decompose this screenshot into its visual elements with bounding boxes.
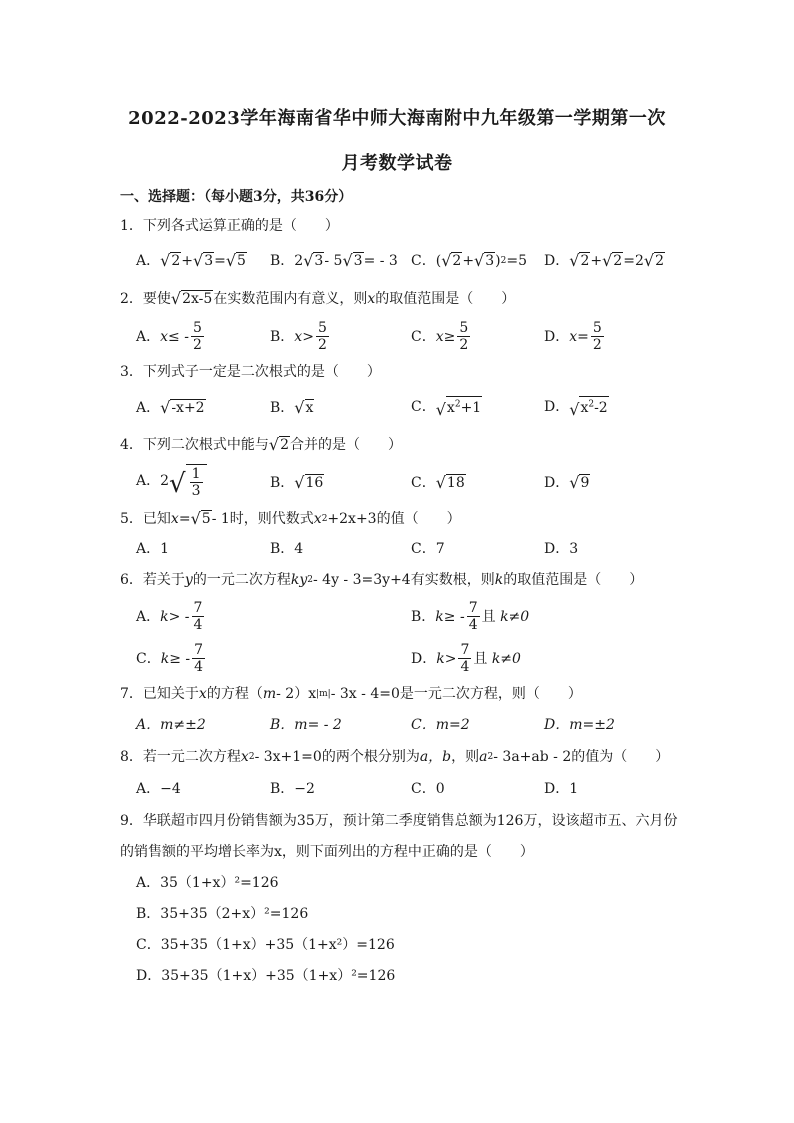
q7-option-b: B．m= - 2 [270, 717, 342, 733]
q5-root-value: 5 [201, 511, 211, 527]
q1-b-mid: - 5 [324, 252, 343, 269]
q2-c-den: 2 [459, 337, 469, 353]
q4-a-label: A． [136, 473, 161, 489]
q1-d-root3-value: 2 [655, 253, 664, 269]
q7-pre: 7．已知关于 [120, 686, 199, 702]
q6-y: y [184, 572, 193, 588]
q5-expr-tail: +2x+3的值（ ） [327, 510, 461, 527]
q2-b-fraction [316, 320, 329, 353]
q3-c-base: x [446, 400, 455, 416]
q3-c-exp: 2 [454, 399, 461, 410]
question-5-stem: 5．已知 x = √ 5 - 1时，则代数式 x 2 +2x+3的值（ ） [120, 509, 461, 528]
q5-option-c: C．7 [411, 541, 445, 557]
q2-b-rel: x> [294, 328, 314, 345]
q4-a-num: 1 [191, 466, 201, 482]
q2-var: x [367, 290, 376, 307]
q5-post: - 1时，则代数式 [211, 510, 314, 527]
q4-a-fraction [190, 466, 203, 499]
q6-b-fraction [467, 600, 480, 633]
q6-a-fraction [192, 600, 205, 633]
q6-a-label: A． [136, 608, 161, 625]
q6-stem-a: 6．若关于 [120, 572, 185, 588]
q1-option-b [270, 251, 398, 270]
q6-b-tail: 且 [481, 608, 496, 625]
q2-c-num: 5 [459, 320, 469, 336]
section-heading: 一、选择题：（每小题3分，共36分） [120, 189, 353, 205]
q2-b-den: 2 [317, 337, 327, 353]
q3-c-root-content [446, 396, 482, 419]
q7-x: x [198, 686, 207, 702]
q1-c-root2-value: 3 [485, 253, 495, 269]
q6-a-rel: k> - [160, 608, 190, 625]
q1-b-coef: 2 [294, 252, 304, 269]
q5-root: √ 5 [190, 509, 211, 528]
q1-d-root2: √ 2 [602, 251, 623, 270]
q1-b-root2-value: 3 [353, 253, 363, 269]
q1-a-root2: √ 3 [192, 251, 214, 270]
q3-option-d [544, 395, 609, 419]
q9-option-b: B．35+35（2+x）²=126 [136, 906, 309, 922]
q1-b-label: B． [270, 252, 295, 269]
q2-a-label: A． [136, 328, 161, 345]
q5-expr-x: x [313, 510, 322, 527]
q3-d-base: x [580, 400, 589, 416]
q4-option-c [411, 473, 466, 492]
q3-a-root-value: -x+2 [171, 400, 205, 416]
q9-option-a: A．35（1+x）²=126 [136, 875, 279, 891]
q6-d-k: k≠0 [491, 650, 521, 667]
q3-option-b [270, 398, 314, 417]
q8-ab: a，b [419, 749, 452, 765]
q2-a-rel: x≤ - [160, 328, 189, 345]
q9-option-c: C．35+35（1+x）+35（1+x²）=126 [136, 937, 395, 953]
q1-c-label: C． [411, 252, 436, 269]
q4-d-root: √ 9 [569, 473, 590, 492]
q2-tail: 的取值范围是（ ） [375, 290, 516, 307]
q4-a-den: 3 [191, 483, 201, 499]
q2-pre: 2．要使 [120, 290, 171, 307]
q4-a-coef: 2 [160, 473, 170, 489]
q6-option-a [136, 600, 206, 633]
q9-option-d: D．35+35（1+x）+35（1+x）²=126 [136, 968, 396, 984]
q2-option-c [411, 320, 472, 353]
q4-c-root-value: 18 [446, 475, 465, 491]
q8-mid: - 3x+1=0的两个根分别为 [254, 749, 420, 765]
q4-root-value: 2 [280, 437, 290, 453]
question-3-stem: 3．下列式子一定是二次根式的是（ ） [120, 364, 381, 380]
question-8-stem: 8．若一元二次方程 x 2 - 3x+1=0的两个根分别为 a，b ，则 a 2 - 3a+ab - 2的值为（ ） [120, 749, 670, 765]
q6-b-k: k≠0 [500, 608, 530, 625]
q1-a-root3: √ 5 [225, 251, 246, 270]
exam-title-line2: 月考数学试卷 [341, 153, 453, 174]
q1-b-root1: √ 3 [303, 251, 324, 270]
q5-option-a: A．1 [136, 541, 170, 557]
q1-d-root1-value: 2 [580, 253, 590, 269]
q6-option-b [411, 600, 529, 633]
q1-b-root1-value: 3 [314, 253, 324, 269]
q1-c-root1: √ 2 [441, 251, 462, 270]
q1-a-root3-value: 5 [237, 253, 246, 269]
q2-root-value: 2x-5 [182, 291, 213, 307]
q1-d-root3: √ 2 [643, 251, 664, 270]
q2-option-d [544, 320, 606, 353]
q1-c-root1-value: 2 [452, 253, 462, 269]
question-9-stem-line2: 的销售额的平均增长率为x，则下面列出的方程中正确的是（ ） [120, 844, 534, 860]
q6-d-tail: 且 [473, 650, 488, 667]
q7-mid2: - 2）x [276, 686, 317, 702]
q6-ky: y [299, 572, 308, 588]
q1-a-root1: √ 2 [160, 251, 181, 270]
q6-c-label: C． [136, 650, 161, 667]
q3-a-root: √ -x+2 [160, 398, 205, 417]
q4-option-b [270, 473, 324, 492]
q8-pre: 8．若一元二次方程 [120, 749, 241, 765]
question-4-stem [120, 435, 402, 454]
question-2-stem [120, 289, 515, 308]
q8-post: - 3a+ab - 2的值为（ ） [493, 749, 670, 765]
q2-d-num: 5 [592, 320, 602, 336]
q7-mid: 的方程（ [206, 686, 263, 702]
q4-b-root-value: 16 [305, 475, 324, 491]
q1-c-close: ) [495, 252, 501, 269]
q5-eq: = [178, 510, 191, 527]
q2-option-b [270, 320, 331, 353]
q1-a-plus: + [181, 252, 193, 269]
q4-pre: 4．下列二次根式中能与 [120, 436, 269, 453]
q1-option-c: C． ( √ 2 + √ 3 ) 2 =5 [411, 251, 528, 270]
q6-a-den: 4 [193, 617, 203, 633]
q2-c-label: C． [411, 328, 436, 345]
q6-b-den: 4 [468, 617, 478, 633]
q2-root: √ 2x-5 [170, 289, 213, 308]
q1-a-label: A． [136, 252, 161, 269]
q5-pre: 5．已知 [120, 510, 171, 527]
q1-option-d [544, 251, 665, 270]
q8-option-d: D．1 [544, 781, 579, 797]
q2-option-a [136, 320, 206, 353]
q6-k: k [290, 572, 300, 588]
q2-post: 在实数范围内有意义，则 [213, 290, 368, 307]
question-1-stem: 1．下列各式运算正确的是（ ） [120, 218, 339, 234]
q2-d-den: 2 [592, 337, 602, 353]
q8-option-b: B．−2 [270, 781, 315, 797]
q1-d-root2-value: 2 [613, 253, 623, 269]
q6-d-fraction [458, 642, 471, 675]
q1-c-open: ( [435, 252, 442, 269]
q6-b-num: 7 [468, 600, 478, 616]
q5-option-d: D．3 [544, 541, 579, 557]
q6-stem-c: - 4y - 3=3y+4有实数根，则 [312, 572, 495, 588]
q8-option-c: C．0 [411, 781, 445, 797]
q2-d-rel: x= [569, 328, 589, 345]
question-6-stem: 6．若关于 y 的一元二次方程 k y 2 - 4y - 3=3y+4有实数根，则 k 的取值范围是（ ） [120, 572, 644, 588]
q3-option-a [136, 398, 206, 417]
q1-c-plus: + [462, 252, 475, 269]
q4-a-root: √ $\frac{1}{3}$ [169, 463, 207, 499]
q2-c-fraction [457, 320, 470, 353]
q1-option-a [136, 251, 247, 270]
q3-c-label: C． [411, 399, 436, 415]
q3-d-tail: -2 [594, 400, 608, 416]
q6-d-num: 7 [460, 642, 470, 658]
q3-c-tail: +1 [460, 400, 482, 416]
q8-a: a [479, 749, 488, 765]
q6-d-label: D． [411, 650, 437, 667]
q2-a-den: 2 [192, 337, 202, 353]
q3-a-label: A． [136, 399, 161, 416]
q4-option-d [544, 473, 590, 492]
q6-c-num: 7 [194, 642, 204, 658]
q1-d-eq: =2 [623, 252, 644, 269]
q6-b-rel: k≥ - [435, 608, 465, 625]
q4-d-root-value: 9 [580, 475, 590, 491]
q2-b-num: 5 [317, 320, 327, 336]
q4-option-a [136, 463, 207, 499]
q3-b-root-value: x [305, 400, 314, 416]
q1-c-tail: =5 [506, 252, 528, 269]
q1-b-tail: = - 3 [363, 252, 398, 269]
q6-b-label: B． [411, 608, 436, 625]
q8-option-a: A．−4 [136, 781, 181, 797]
q7-post: - 3x - 4=0是一元二次方程，则（ ） [330, 686, 582, 702]
q1-d-plus: + [590, 252, 603, 269]
q3-b-label: B． [270, 399, 295, 416]
q1-b-root2: √ 3 [342, 251, 363, 270]
q2-d-fraction [591, 320, 604, 353]
q4-c-root: √ 18 [435, 473, 465, 492]
q7-option-c: C．m=2 [411, 717, 470, 733]
q1-a-root1-value: 2 [171, 253, 181, 269]
q2-d-label: D． [544, 328, 570, 345]
q8-mid2: ，则 [451, 749, 480, 765]
q6-stem-d: 的取值范围是（ ） [503, 572, 644, 588]
q2-b-label: B． [270, 328, 295, 345]
q4-root: √ 2 [268, 435, 290, 454]
q3-d-root-content [579, 396, 608, 419]
q3-option-c [411, 395, 482, 419]
q4-c-label: C． [411, 474, 436, 491]
q4-b-root: √ 16 [294, 473, 324, 492]
q2-a-fraction [191, 320, 204, 353]
q6-d-rel: k> [436, 650, 457, 667]
q8-x: x [240, 749, 249, 765]
q7-m: m [262, 686, 277, 702]
q6-option-d [411, 642, 521, 675]
q5-option-b: B．4 [270, 541, 304, 557]
q3-d-label: D． [544, 399, 570, 415]
q6-k2: k [494, 572, 504, 588]
q6-d-den: 4 [460, 659, 470, 675]
q6-c-den: 4 [194, 659, 204, 675]
q6-a-num: 7 [193, 600, 203, 616]
q6-stem-b: 的一元二次方程 [192, 572, 291, 588]
q3-d-exp: 2 [588, 399, 595, 410]
q1-a-root2-value: 3 [204, 253, 214, 269]
q6-c-fraction [192, 642, 205, 675]
q5-var: x [170, 510, 179, 527]
q7-option-d: D．m=±2 [544, 717, 615, 733]
q1-c-root2: √ 3 [474, 251, 495, 270]
q6-option-c [136, 642, 207, 675]
q6-c-rel: k≥ - [160, 650, 191, 667]
q2-a-num: 5 [192, 320, 202, 336]
q4-d-label: D． [544, 474, 570, 491]
q3-b-root: √ x [294, 398, 314, 417]
question-7-stem: 7．已知关于 x 的方程（ m - 2）x |m| - 3x - 4=0是一元二次方程，则（ ） [120, 686, 582, 702]
q1-a-eq: = [214, 252, 226, 269]
q4-b-label: B． [270, 474, 295, 491]
q3-d-root: √ $x^2-2$ [569, 395, 608, 419]
q4-post: 合并的是（ ） [290, 436, 403, 453]
exam-title-line1: 2022-2023学年海南省华中师大海南附中九年级第一学期第一次 [128, 108, 666, 129]
question-9-stem-line1: 9．华联超市四月份销售额为35万，预计第二季度销售总额为126万，设该超市五、六月份 [120, 813, 678, 829]
q1-d-label: D． [544, 252, 570, 269]
q1-d-root1: √ 2 [569, 251, 590, 270]
q2-c-rel: x≥ [435, 328, 456, 345]
q3-c-root: √ $x^2+1$ [436, 395, 482, 419]
q7-option-a: A．m≠±2 [136, 717, 206, 733]
